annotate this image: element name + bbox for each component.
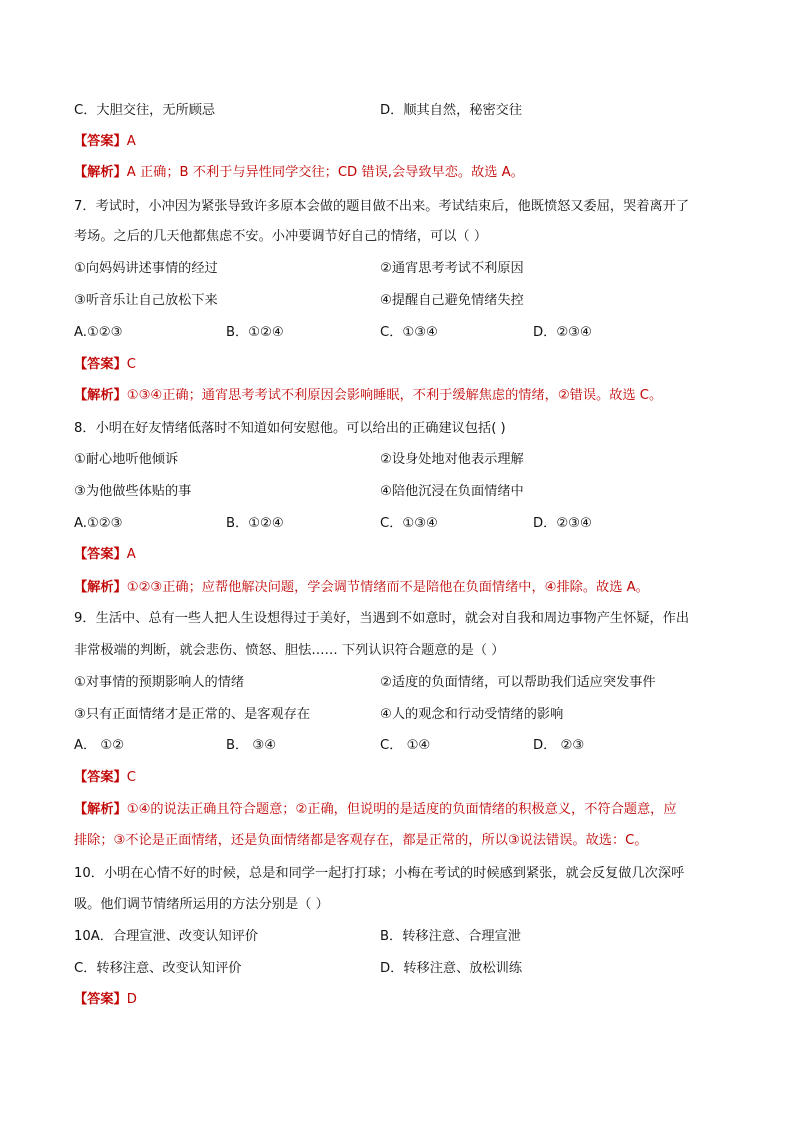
q7-stem-line2: 考场。之后的几天他都焦虑不安。小冲要调节好自己的情绪，可以（ ）: [74, 229, 488, 244]
q9-item-1: ①对事情的预期影响人的情绪: [74, 675, 245, 690]
q6-answer: [74, 132, 136, 152]
q9-option-c: C． ①④: [380, 738, 431, 753]
q9-analysis-line2: 排除；③不论是正面情绪，还是负面情绪都是客观存在，都是正常的，所以③说法错误。故选：C。: [74, 833, 648, 848]
q7-option-b: B．①②④: [226, 325, 284, 340]
q7-item-2: ②通宵思考考试不利原因: [380, 261, 524, 276]
q10-answer: [74, 990, 137, 1010]
q9-item-4: ④人的观念和行动受情绪的影响: [380, 707, 564, 722]
q6-option-c: C．大胆交往，无所顾忌: [74, 103, 216, 118]
q10-option-b: B．转移注意、合理宣泄: [380, 929, 521, 944]
answer-value: A: [126, 547, 136, 562]
q9-option-a: A． ①②: [74, 738, 125, 753]
answer-tag: 【答案】: [74, 770, 127, 785]
answer-value: A: [126, 134, 136, 149]
q7-option-d: D．②③④: [533, 325, 592, 340]
q9-item-2: ②适度的负面情绪，可以帮助我们适应突发事件: [380, 675, 656, 690]
q7-item-1: ①向妈妈讲述事情的经过: [74, 261, 218, 276]
answer-tag: 【答案】: [74, 547, 127, 562]
q9-option-d: D． ②③: [533, 738, 585, 753]
answer-value: C: [126, 357, 136, 372]
analysis-text: ①③④正确；通宵思考考试不利原因会影响睡眠，不利于缓解焦虑的情绪，②错误。故选 C。: [126, 388, 663, 403]
q10-stem-line2: 吸。他们调节情绪所运用的方法分别是（ ）: [74, 897, 329, 912]
q8-item-3: ③为他做些体贴的事: [74, 484, 192, 499]
analysis-text: ①②③正确；应帮他解决问题，学会调节情绪而不是陪他在负面情绪中，④排除。故选 A。: [126, 580, 649, 595]
q8-item-1: ①耐心地听他倾诉: [74, 452, 179, 467]
q9-stem-line1: 9．生活中、总有一些人把人生设想得过于美好，当遇到不如意时，就会对自我和周边事物产生怀疑，作出: [74, 611, 690, 626]
q7-option-a: A.①②③: [74, 325, 123, 340]
analysis-tag: 【解析】: [74, 580, 127, 595]
q10-stem-line1: 10．小明在心情不好的时候，总是和同学一起打打球；小梅在考试的时候感到紧张，就会反复做几次深呼: [74, 866, 685, 881]
q9-item-3: ③只有正面情绪才是正常的、是客观存在: [74, 707, 311, 722]
q9-answer: [74, 768, 136, 788]
q7-answer: [74, 355, 136, 375]
q8-option-c: C．①③④: [380, 516, 438, 531]
answer-tag: 【答案】: [74, 134, 127, 149]
q8-answer: [74, 545, 136, 565]
q9-stem-line2: 非常极端的判断，就会悲伤、愤怒、胆怯…… 下列认识符合题意的是（ ）: [74, 643, 505, 658]
answer-value: D: [126, 992, 137, 1007]
q8-option-b: B．①②④: [226, 516, 284, 531]
q7-analysis: [74, 386, 662, 406]
q9-analysis-line1: [74, 800, 677, 820]
q8-option-a: A.①②③: [74, 516, 123, 531]
q10-option-c: C．转移注意、改变认知评价: [74, 961, 242, 976]
q7-option-c: C．①③④: [380, 325, 438, 340]
answer-tag: 【答案】: [74, 357, 127, 372]
q7-stem-line1: 7．考试时，小冲因为紧张导致许多原本会做的题目做不出来。考试结束后，他既愤怒又委屈，哭着离开了: [74, 199, 690, 214]
q8-stem: 8．小明在好友情绪低落时不知道如何安慰他。可以给出的正确建议包括( ): [74, 421, 506, 436]
q8-item-2: ②设身处地对他表示理解: [380, 452, 524, 467]
q7-item-3: ③听音乐让自己放松下来: [74, 293, 218, 308]
analysis-text: A 正确；B 不利于与异性同学交往；CD 错误,会导致早恋。故选 A。: [126, 165, 524, 180]
analysis-tag: 【解析】: [74, 802, 127, 817]
analysis-text: ①④的说法正确且符合题意；②正确，但说明的是适度的负面情绪的积极意义，不符合题意，应: [126, 802, 677, 817]
answer-tag: 【答案】: [74, 992, 127, 1007]
q8-analysis: [74, 578, 649, 598]
q10-option-d: D．转移注意、放松训练: [380, 961, 523, 976]
q10-option-a: 10A．合理宣泄、改变认知评价: [74, 929, 259, 944]
answer-value: C: [126, 770, 136, 785]
q8-item-4: ④陪他沉浸在负面情绪中: [380, 484, 524, 499]
q7-item-4: ④提醒自己避免情绪失控: [380, 293, 524, 308]
q8-option-d: D．②③④: [533, 516, 592, 531]
q6-analysis: [74, 163, 524, 183]
analysis-tag: 【解析】: [74, 388, 127, 403]
q6-option-d: D．顺其自然，秘密交往: [380, 103, 523, 118]
q9-option-b: B． ③④: [226, 738, 277, 753]
analysis-tag: 【解析】: [74, 165, 127, 180]
